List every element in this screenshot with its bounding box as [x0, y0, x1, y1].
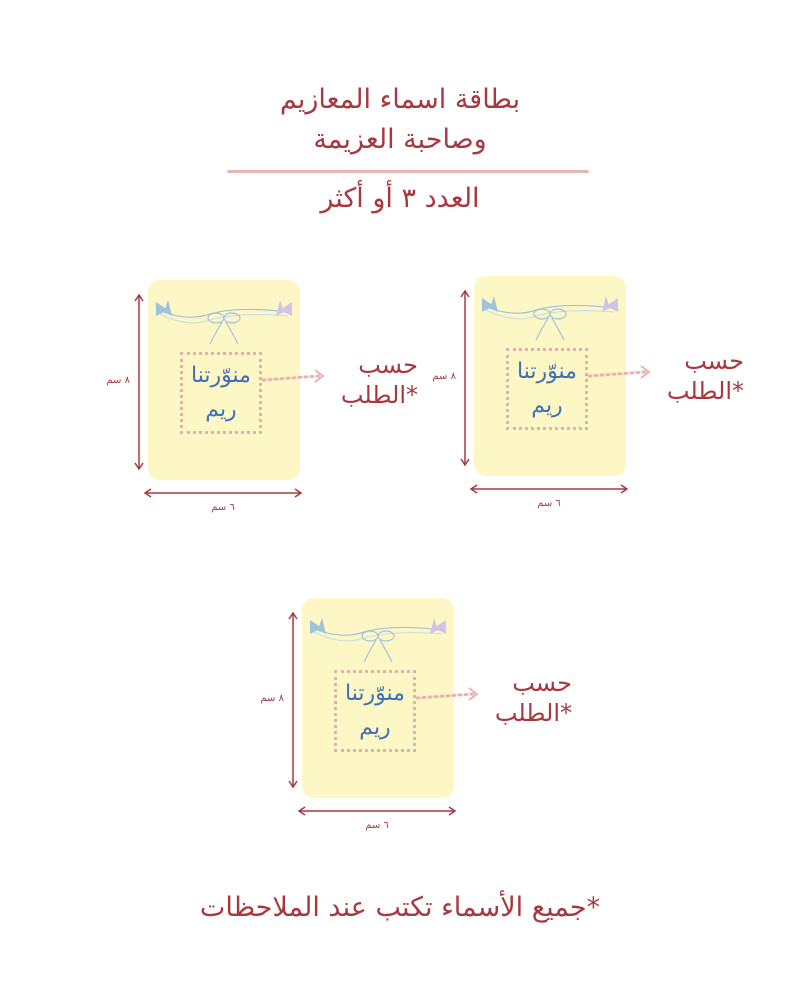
height-dimension-arrow: [458, 288, 472, 468]
name-box: [506, 348, 588, 430]
butterfly-bow-icon: [302, 610, 454, 666]
height-label: ٨ سم: [432, 371, 456, 382]
note-line-2: *الطلب: [494, 699, 572, 727]
note-line-2: *الطلب: [340, 381, 418, 409]
per-request-note: [654, 346, 744, 406]
name-line-2: ريم: [359, 715, 391, 740]
title-divider: [227, 170, 589, 173]
dotted-arrow-icon: [587, 364, 657, 386]
height-label: ٨ سم: [260, 693, 284, 704]
card-sample-right: [432, 276, 744, 526]
name-line-1: منوّرتنا: [517, 359, 577, 384]
width-dimension-arrow: [296, 804, 458, 818]
width-label: ٦ سم: [211, 502, 235, 513]
name-box: [334, 670, 416, 752]
dotted-arrow-icon: [261, 368, 331, 390]
name-line-2: ريم: [531, 393, 563, 418]
name-line-1: منوّرتنا: [345, 681, 405, 706]
name-box: [180, 352, 262, 434]
width-dimension-arrow: [468, 482, 630, 496]
butterfly-bow-icon: [148, 292, 300, 348]
card-sample-bottom: [260, 598, 572, 848]
note-line-1: حسب: [512, 669, 572, 697]
per-request-note: [328, 350, 418, 410]
butterfly-bow-icon: [474, 288, 626, 344]
note-line-1: حسب: [358, 351, 418, 379]
count-line: العدد ٣ أو أكثر: [320, 183, 480, 214]
height-dimension-arrow: [132, 292, 146, 472]
width-label: ٦ سم: [537, 498, 561, 509]
width-dimension-arrow: [142, 486, 304, 500]
height-label: ٨ سم: [106, 375, 130, 386]
width-label: ٦ سم: [365, 820, 389, 831]
card-sample-left: [106, 280, 418, 530]
dotted-arrow-icon: [415, 686, 485, 708]
title-line-1: بطاقة اسماء المعازيم: [279, 84, 521, 115]
note-line-1: حسب: [684, 347, 744, 375]
title-line-2: وصاحبة العزيمة: [313, 124, 487, 155]
per-request-note: [482, 668, 572, 728]
name-line-1: منوّرتنا: [191, 363, 251, 388]
name-line-2: ريم: [205, 397, 237, 422]
height-dimension-arrow: [286, 610, 300, 790]
note-line-2: *الطلب: [666, 377, 744, 405]
footer-note: *جميع الأسماء تكتب عند الملاحظات: [199, 892, 601, 923]
